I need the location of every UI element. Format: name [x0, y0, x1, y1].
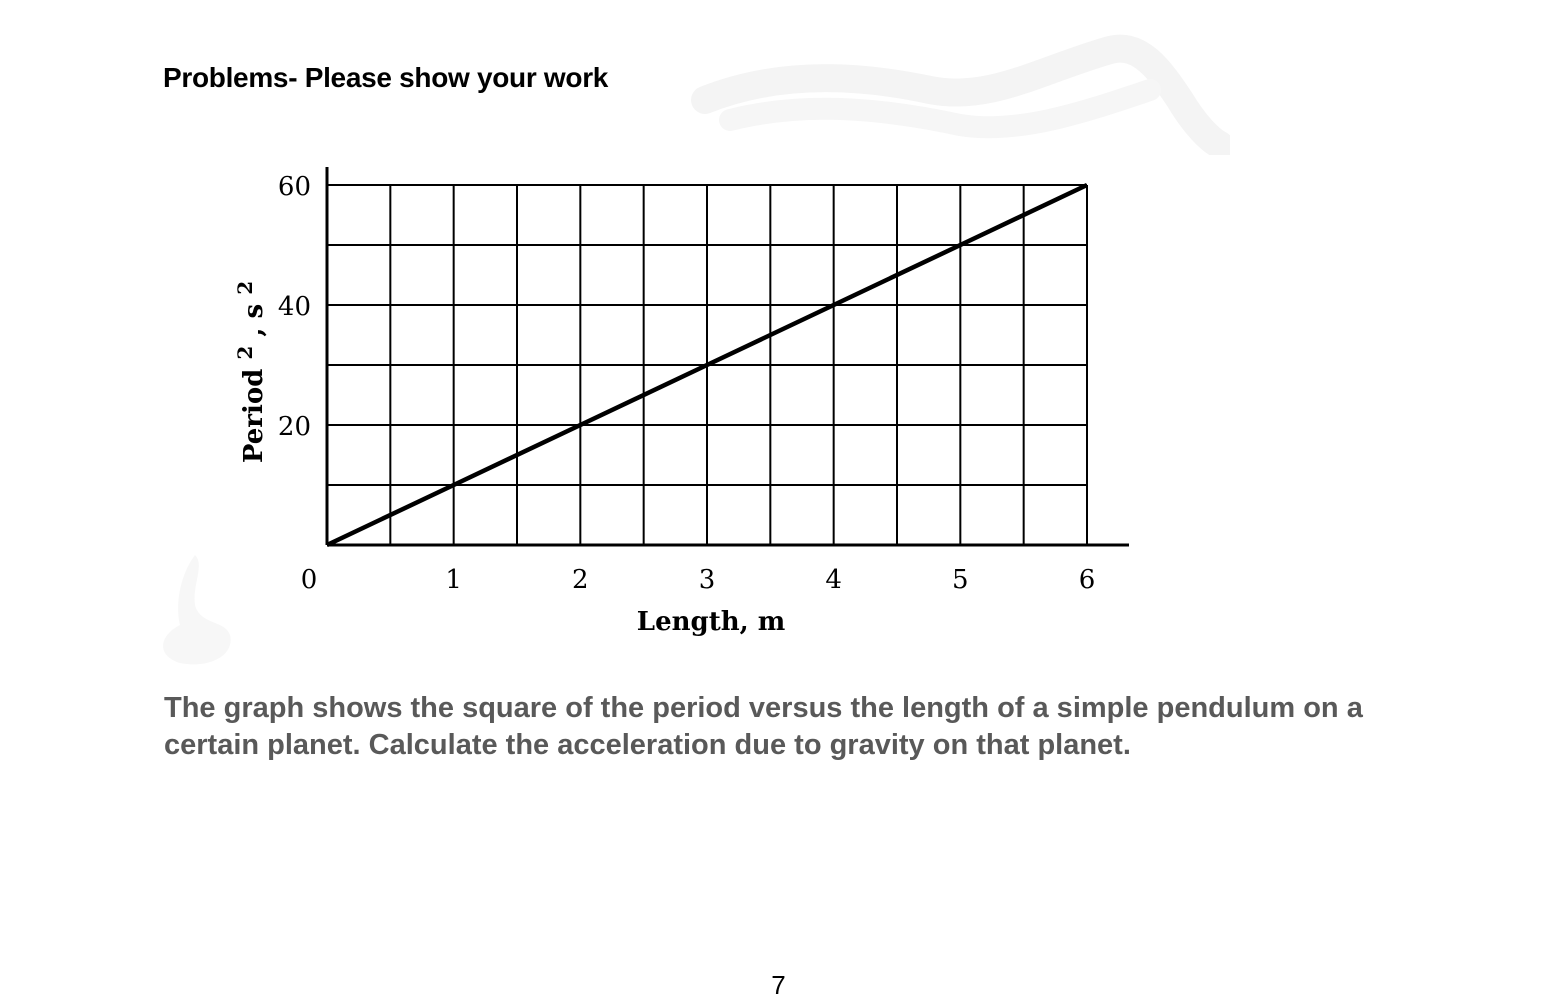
x-tick-label: 0: [300, 565, 318, 595]
y-axis-title-unit-sup: 2: [233, 280, 257, 295]
x-tick-label: 5: [952, 565, 969, 595]
x-tick-label: 2: [572, 565, 589, 595]
x-tick-label: 4: [825, 565, 842, 595]
y-tick-label: 40: [277, 292, 311, 322]
y-tick-label: 60: [277, 172, 311, 202]
y-axis-title: [229, 281, 269, 463]
page-number: 7: [771, 970, 786, 1000]
x-tick-label: 3: [698, 565, 716, 595]
y-axis-title-text: Period: [239, 368, 269, 464]
page-heading: Problems- Please show your work: [163, 62, 609, 93]
y-tick-label: 20: [277, 412, 311, 442]
x-tick-label: 6: [1078, 565, 1096, 595]
y-axis-title-sup: 2: [233, 345, 257, 360]
question-text: The graph shows the square of the period versus the length of a simple pendulum on a certain planet. Calculate the acceleration due to gravity on that planet.: [164, 692, 1363, 761]
y-axis-title-unit: , s: [239, 303, 269, 337]
x-axis-title: Length, m: [636, 607, 786, 637]
x-tick-label: 1: [445, 565, 462, 595]
